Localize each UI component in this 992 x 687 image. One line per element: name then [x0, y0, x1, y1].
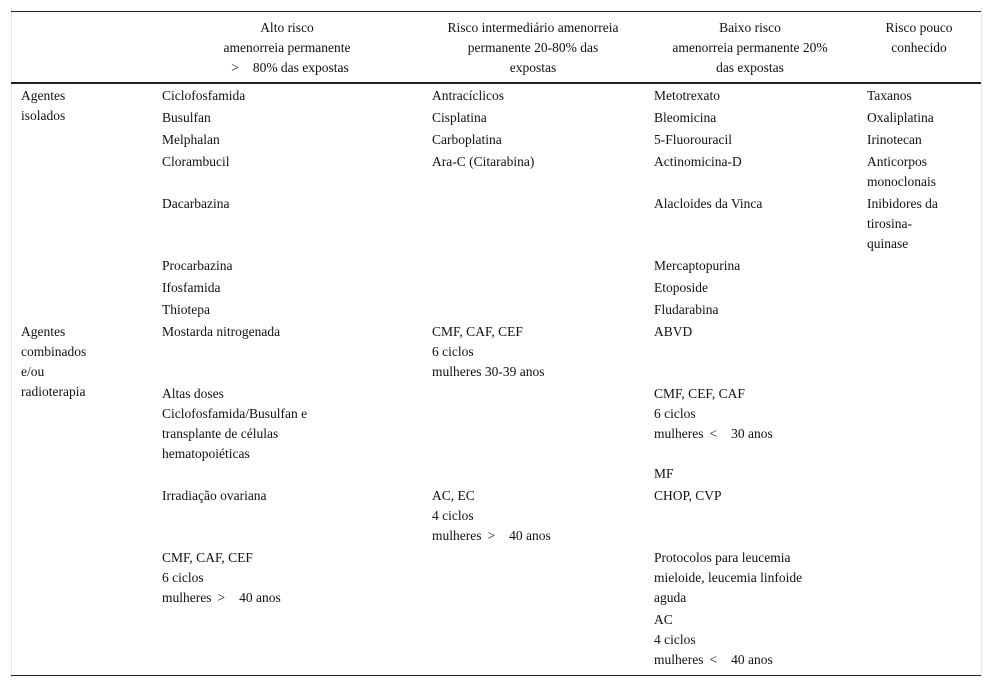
drug-alacloides-vinca: Alacloides da Vinca: [654, 196, 763, 211]
combo-intermediate-cmf: CMF, CAF, CEF 6 ciclos mulheres 30-39 anos: [432, 324, 545, 379]
combo-protocolos-leucemia: Protocolos para leucemia mieloide, leucemia linfoide aguda: [654, 550, 803, 605]
drug-irinotecan: Irinotecan: [867, 132, 922, 147]
combo-mostarda-nitrogenada: Mostarda nitrogenada: [162, 324, 281, 339]
drug-thiotepa: Thiotepa: [162, 302, 210, 317]
drug-mercaptopurina: Mercaptopurina: [654, 258, 741, 273]
table-bottom-rule: [11, 675, 981, 676]
combo-intermediate-ac-ec: AC, EC 4 ciclos mulheres > 40 anos: [432, 488, 551, 543]
drug-busulfan: Busulfan: [162, 110, 211, 125]
drug-fludarabina: Fludarabina: [654, 302, 719, 317]
greater-than-symbol: >: [231, 60, 239, 75]
drug-cisplatina: Cisplatina: [432, 110, 487, 125]
row-label-combined-agents: Agentes combinados e/ou radioterapia: [21, 324, 87, 399]
combo-high-cmf: CMF, CAF, CEF 6 ciclos mulheres > 40 anos: [162, 550, 281, 605]
drug-etoposide: Etoposide: [654, 280, 708, 295]
table-header-rule: [11, 82, 981, 84]
drug-metotrexato: Metotrexato: [654, 88, 720, 103]
header-high-risk: Alto risco amenorreia permanente > 80% das expostas: [172, 18, 402, 78]
drug-taxanos: Taxanos: [867, 88, 912, 103]
drug-antraciclicos: Antracíclicos: [432, 88, 504, 103]
drug-bleomicina: Bleomicina: [654, 110, 717, 125]
header-low-risk: Baixo risco amenorreia permanente 20% das expostas: [672, 20, 828, 75]
drug-clorambucil: Clorambucil: [162, 154, 230, 169]
header-unknown-risk: Risco pouco conhecido: [885, 20, 953, 55]
drug-5-fluorouracil: 5-Fluorouracil: [654, 132, 732, 147]
drug-dacarbazina: Dacarbazina: [162, 196, 230, 211]
drug-ciclofosfamida: Ciclofosfamida: [162, 88, 246, 103]
drug-actinomicina-d: Actinomicina-D: [654, 154, 742, 169]
drug-procarbazina: Procarbazina: [162, 258, 233, 273]
drug-carboplatina: Carboplatina: [432, 132, 502, 147]
drug-oxaliplatina: Oxaliplatina: [867, 110, 934, 125]
drug-anticorpos-monoclonais: Anticorpos monoclonais: [867, 154, 936, 189]
row-label-single-agents: Agentes isolados: [21, 88, 66, 123]
combo-irradiacao-ovariana: Irradiação ovariana: [162, 488, 267, 503]
drug-ara-c: Ara-C (Citarabina): [432, 154, 535, 169]
drug-ifosfamida: Ifosfamida: [162, 280, 221, 295]
drug-melphalan: Melphalan: [162, 132, 220, 147]
combo-chop-cvp: CHOP, CVP: [654, 488, 722, 503]
combo-low-ac: AC 4 ciclos mulheres < 40 anos: [654, 612, 773, 667]
combo-altas-doses: Altas doses Ciclofosfamida/Busulfan e transplante de células hematopoiéticas: [162, 386, 308, 461]
combo-low-cmf: CMF, CEF, CAF 6 ciclos mulheres < 30 anos: [654, 386, 773, 441]
header-intermediate-risk: Risco intermediário amenorreia permanente 20-80% das expostas: [447, 20, 619, 75]
drug-inibidores-tirosina-quinase: Inibidores da tirosina- quinase: [867, 196, 938, 251]
table-top-rule: [11, 11, 981, 12]
combo-abvd: ABVD: [654, 324, 693, 339]
combo-mf: MF: [654, 466, 674, 481]
